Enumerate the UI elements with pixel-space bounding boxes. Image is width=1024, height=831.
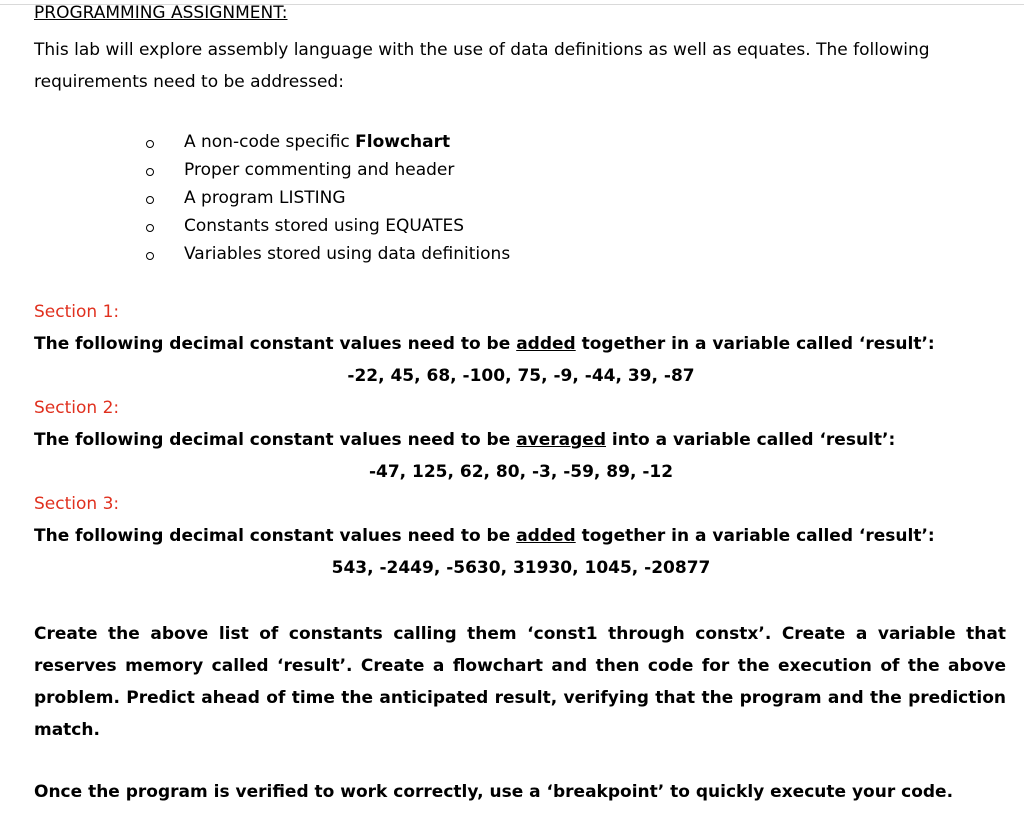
requirement-text: A non-code specific Flowchart — [184, 132, 451, 152]
section-3-values: 543, -2449, -5630, 31930, 1045, -20877 — [331, 558, 711, 578]
assignment-heading: PROGRAMMING ASSIGNMENT: — [34, 3, 288, 23]
requirement-text: Variables stored using data definitions — [184, 244, 511, 264]
requirement-text: Proper commenting and header — [184, 160, 455, 180]
hollow-bullet-icon — [146, 140, 154, 148]
final-instruction: Once the program is verified to work correctly, use a ‘breakpoint’ to quickly execute your code. — [34, 782, 954, 802]
section-1-values: -22, 45, 68, -100, 75, -9, -44, 39, -87 — [347, 366, 695, 386]
hollow-bullet-icon — [146, 252, 154, 260]
section-3-keyword: added — [516, 526, 576, 546]
section-3-instruction: The following decimal constant values need to be added together in a variable called ‘result’: — [34, 526, 935, 546]
section-1-title: Section 1: — [34, 302, 120, 322]
section-1-keyword: added — [516, 334, 576, 354]
hollow-bullet-icon — [146, 196, 154, 204]
requirement-bold-text: Flowchart — [355, 132, 451, 152]
section-3-title: Section 3: — [34, 494, 120, 514]
section-2-title: Section 2: — [34, 398, 120, 418]
section-2-keyword: averaged — [516, 430, 606, 450]
requirement-text: A program LISTING — [184, 188, 346, 208]
intro-paragraph: This lab will explore assembly language with the use of data definitions as well as equates. The following requirements need to be addressed: — [34, 40, 930, 92]
hollow-bullet-icon — [146, 168, 154, 176]
closing-paragraph: Create the above list of constants calling them ‘const1 through constx’. Create a variable that reserves memory called ‘result’. Create a flowchart and then code for the execution of the above problem. Predict ahead of time the anticipated result, verifying that the program and the prediction match. — [34, 624, 1006, 740]
requirement-text: Constants stored using EQUATES — [184, 216, 464, 236]
hollow-bullet-icon — [146, 224, 154, 232]
section-2-instruction: The following decimal constant values need to be averaged into a variable called ‘result’: — [34, 430, 896, 450]
section-1-instruction: The following decimal constant values need to be added together in a variable called ‘result’: — [34, 334, 935, 354]
section-2-values: -47, 125, 62, 80, -3, -59, 89, -12 — [368, 462, 674, 482]
